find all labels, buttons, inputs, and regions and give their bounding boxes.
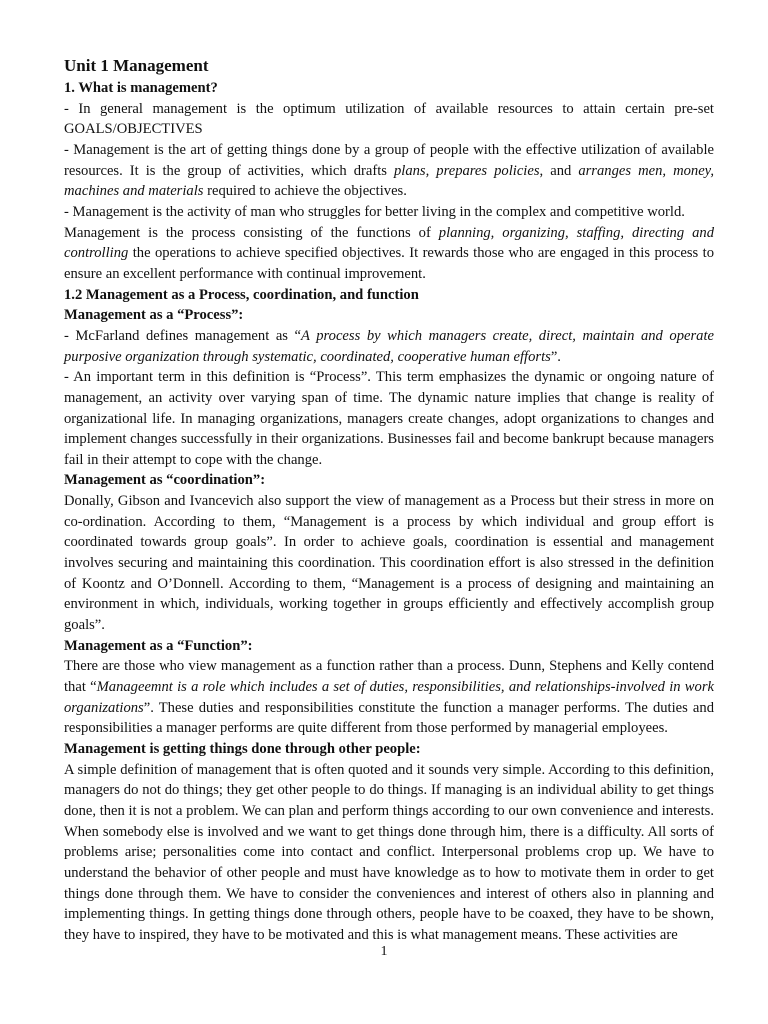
text-run: required to achieve the objectives.	[203, 183, 407, 200]
subheading-coordination: Management as “coordination”:	[64, 472, 266, 489]
paragraph-definition-art	[64, 140, 714, 202]
text-run: ”. These duties and responsibilities constitute the function a manager performs. The duties and responsibilities a manager performs are quite different from those performed by managerial employees.	[64, 699, 714, 737]
italic-text: arranges men, money, machines and materials	[64, 162, 714, 200]
italic-text: plans, prepares policies	[393, 162, 540, 179]
text-run: Management is the process consisting of the functions of	[64, 224, 439, 241]
paragraph-process-term: - An important term in this definition is “Process”. This term emphasizes the dynamic or ongoing nature of management, an activity over varying span of time. The dynamic nature implies that change is reality of organizational life. In managing organizations, managers create changes, adopt organizations to changes and implement changes successfully in their organizations. Businesses fail and become bankrupt because managers fail in their attempt to cope with the change.	[64, 369, 714, 468]
text-run: ”.	[550, 348, 561, 365]
page-number: 1	[380, 944, 388, 959]
italic-text: A process by which managers create, direct, maintain and operate purposive organization through systematic, coordinated, cooperative human efforts	[64, 327, 714, 365]
italic-text: planning, organizing, staffing, directing and controlling	[64, 224, 714, 262]
text-run: - Management is the art of getting things done by a group of people with the effective utilization of available resources. It is the group of activities, which drafts	[64, 141, 714, 179]
document-title: Unit 1 Management	[64, 56, 209, 75]
section-heading-process-coordination-function: 1.2 Management as a Process, coordination, and function	[64, 286, 419, 303]
subheading-process: Management as a “Process”:	[64, 307, 244, 324]
subheading-other-people: Management is getting things done through other people:	[64, 741, 421, 757]
document-page	[64, 54, 714, 946]
subheading-function: Management as a “Function”:	[64, 637, 253, 654]
text-run: the operations to achieve specified objectives. It rewards those who are engaged in this process to ensure an excellent performance with continual improvement.	[64, 245, 714, 282]
text-run: There are those who view management as a function rather than a process. Dunn, Stephens and Kelly contend that “	[64, 658, 714, 696]
paragraph-definition-process	[64, 223, 714, 285]
italic-text: Manageemnt is a role which includes a set of duties, responsibilities, and relationships-involved in work organizations	[64, 679, 714, 716]
text-run: , and	[539, 162, 579, 179]
paragraph-other-people: A simple definition of management that is often quoted and it sounds very simple. According to this definition, managers do not do things; they get other people to do things. If managing is an individual ability to get things done, then it is not a problem. We can plan and perform things according to our own convenience and interests. When somebody else is involved and we want to get things done through him, there is a difficulty. All sorts of problems arise; personalities come into contact and conflict. Interpersonal problems crop up. We have to understand the behavior of other people and must have knowledge as to how to motivate them in order to get things done through them. We have to consider the conveniences and interest of others also in planning and implementing things. In getting things done through others, people have to be coaxed, they have to be shown, they have to inspired, they have to be motivated and this is what management means. These activities are	[64, 761, 714, 943]
text-run: - McFarland defines management as “	[64, 327, 302, 344]
paragraph-mcfarland	[64, 326, 714, 367]
paragraph-function	[64, 656, 714, 739]
paragraph-definition-activity: - Management is the activity of man who struggles for better living in the complex and competitive world.	[64, 203, 685, 220]
paragraph-coordination: Donally, Gibson and Ivancevich also support the view of management as a Process but their stress in more on co-ordination. According to them, “Management is a process by which individual and group effort is coordinated towards group goals”. In order to achieve goals, coordination is essential and management involves securing and maintaining this coordination. This coordination effort is also stressed in the definition of Koontz and O’Donnell. According to them, “Management is a process of designing and maintaining an environment in which, individuals, working together in groups efficiently and effectively accomplish group goals”.	[64, 493, 714, 634]
section-heading-what-is-management: 1. What is management?	[64, 80, 218, 96]
paragraph-definition-general: - In general management is the optimum utilization of available resources to attain certain pre-set GOALS/OBJECTIVES	[64, 100, 714, 138]
